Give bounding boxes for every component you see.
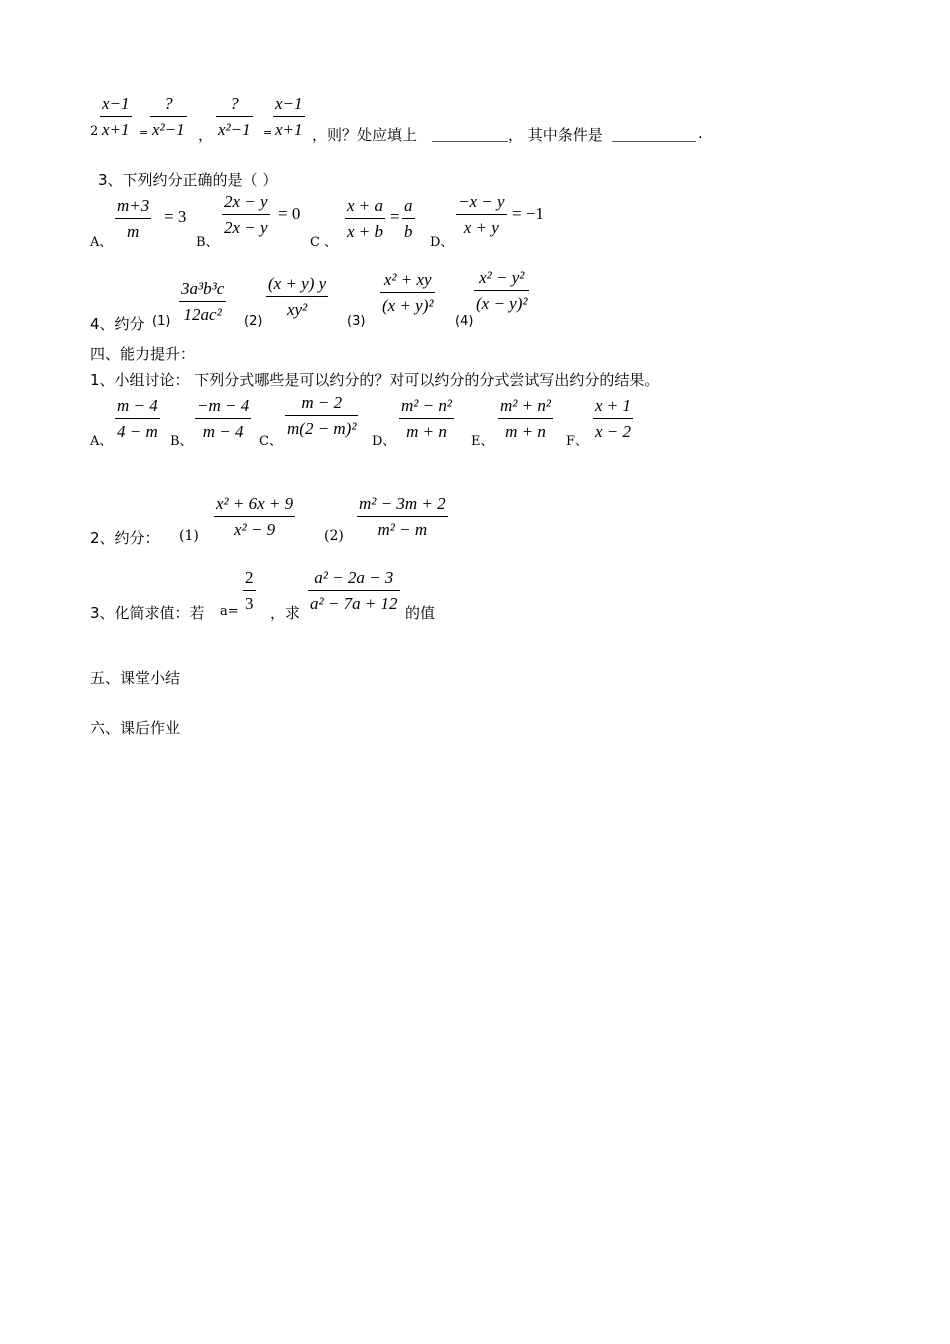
section-4-heading: 四、能力提升： bbox=[90, 345, 196, 363]
option-label-c: C 、 bbox=[310, 235, 338, 250]
s4-p1-title: 1、小组讨论： 下列分式哪些是可以约分的？对可以约分的分式尝试写出约分的结果。 bbox=[90, 371, 660, 389]
q4-fraction-1: 3a³b³c 12ac² bbox=[181, 279, 225, 324]
s4-p1-option-a: m − 4 4 − m bbox=[117, 396, 158, 441]
s4-p2-fraction-2: m² − 3m + 2 m² − m bbox=[359, 494, 446, 539]
s4-p1-option-c: m − 2 m(2 − m)² bbox=[287, 393, 357, 438]
q2-fraction-4: x−1 x+1 bbox=[275, 94, 303, 139]
answer-blank-2[interactable] bbox=[612, 124, 696, 142]
option-label-b: B、 bbox=[196, 235, 219, 250]
q4-fraction-3: x² + xy (x + y)² bbox=[382, 270, 434, 315]
s4-p3-label: 3、化简求值：若 bbox=[90, 604, 205, 622]
q3-option-c-rhs-fraction: a b bbox=[404, 196, 413, 241]
q2-fraction-2: ? x²−1 bbox=[152, 94, 185, 139]
q3-title: 3、下列约分正确的是（ ） bbox=[98, 171, 278, 189]
section-6-heading: 六、课后作业 bbox=[90, 719, 181, 737]
option-label-a: A、 bbox=[90, 235, 113, 250]
s4-p1-option-d: m² − n² m + n bbox=[401, 396, 452, 441]
q2-fraction-3: ? x²−1 bbox=[218, 94, 251, 139]
s4-p2-fraction-1: x² + 6x + 9 x² − 9 bbox=[216, 494, 294, 539]
s4-p3-a-value: 2 3 bbox=[245, 568, 254, 613]
equals-sign: = bbox=[263, 126, 273, 139]
s4-p1-option-f: x + 1 x − 2 bbox=[595, 396, 632, 441]
q3-option-c-fraction: x + a x + b bbox=[347, 196, 384, 241]
q4-label: 4、约分 bbox=[90, 315, 145, 333]
s4-p1-option-e: m² + n² m + n bbox=[500, 396, 551, 441]
answer-blank-1[interactable] bbox=[432, 124, 508, 142]
q3-option-d-fraction: −x − y x + y bbox=[458, 192, 505, 237]
q3-option-b-fraction: 2x − y 2x − y bbox=[224, 192, 268, 237]
s4-p2-label: 2、约分： bbox=[90, 529, 160, 547]
q2-fraction-1: x−1 x+1 bbox=[102, 94, 130, 139]
q3-option-a-fraction: m+3 m bbox=[117, 196, 150, 241]
q4-fraction-2: (x + y) y xy² bbox=[268, 274, 327, 319]
s4-p1-option-b: −m − 4 m − 4 bbox=[197, 396, 250, 441]
s4-p3-expression: a² − 2a − 3 a² − 7a + 12 bbox=[310, 568, 398, 613]
option-label-d: D、 bbox=[430, 235, 454, 250]
q4-fraction-4: x² − y² (x − y)² bbox=[476, 268, 528, 313]
section-5-heading: 五、课堂小结 bbox=[90, 669, 181, 687]
equals-sign: = bbox=[139, 126, 149, 139]
q2-number: 2 bbox=[90, 124, 99, 139]
